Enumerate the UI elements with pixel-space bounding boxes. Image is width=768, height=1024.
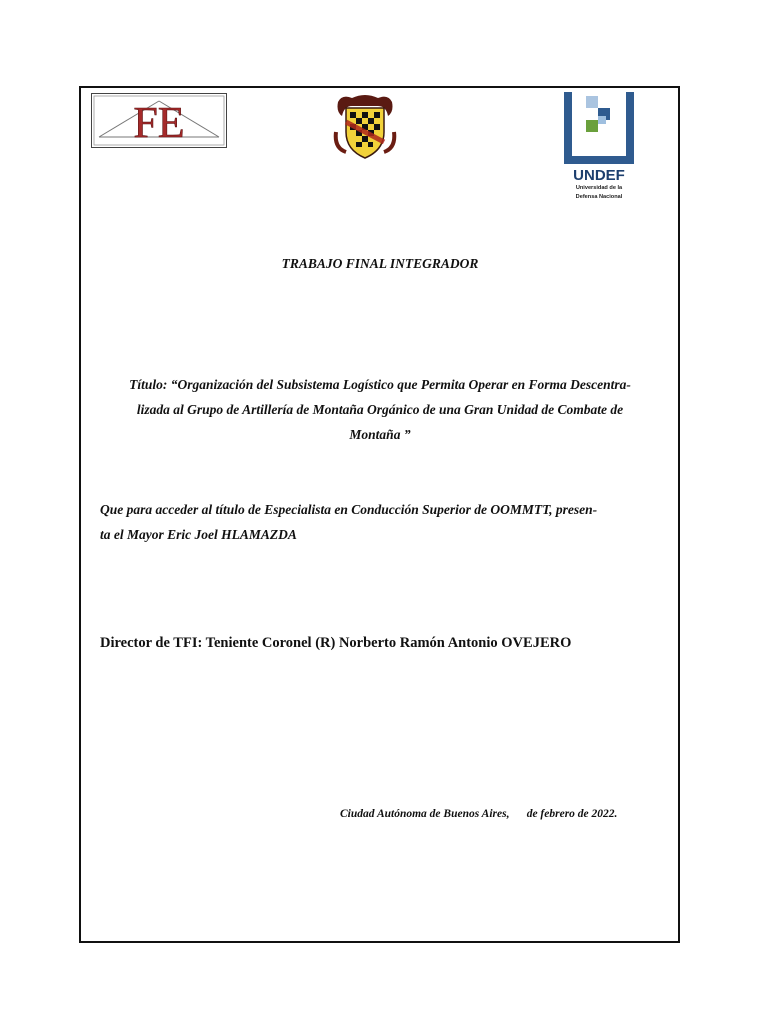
fe-logo-text: FE [133, 98, 185, 147]
title-line: Montaña ” [349, 427, 411, 442]
document-title [88, 372, 672, 447]
place-date: Ciudad Autónoma de Buenos Aires, de febrero de 2022. [340, 808, 618, 820]
undef-logo-name: UNDEF [573, 167, 625, 184]
purpose-line: Que para acceder al título de Especialista en Conducción Superior de OOMMTT, presen- [100, 502, 598, 517]
undef-logo-line2: Defensa Nacional [575, 194, 623, 200]
undef-logo-line1: Universidad de la [575, 185, 623, 191]
fe-logo [91, 93, 227, 148]
crest-emblem [332, 92, 398, 160]
director-line: Director de TFI: Teniente Coronel (R) Norberto Ramón Antonio OVEJERO [100, 635, 572, 651]
title-line: lizada al Grupo de Artillería de Montaña Orgánico de una Gran Unidad de Combate de [136, 402, 624, 417]
document-heading: TRABAJO FINAL INTEGRADOR [281, 256, 479, 271]
purpose-statement [100, 497, 672, 547]
purpose-line: ta el Mayor Eric Joel HLAMAZDA [100, 527, 297, 542]
title-line: Título: “Organización del Subsistema Logístico que Permita Operar en Forma Descentra- [129, 377, 631, 392]
undef-logo [562, 92, 636, 202]
